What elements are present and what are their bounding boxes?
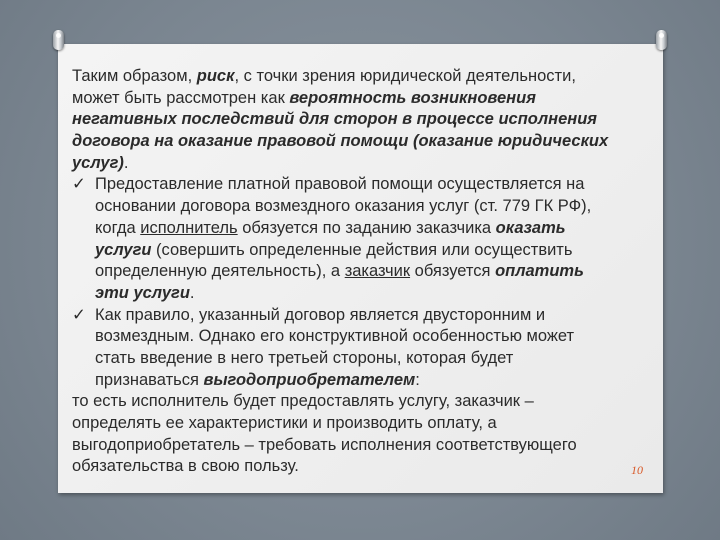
text-segment: :	[415, 370, 420, 389]
text-segment: определенную деятельность), а	[95, 262, 345, 281]
text-line	[72, 435, 662, 457]
text-line	[72, 218, 662, 240]
text-segment: определять ее характеристики и производить оплату, а	[72, 414, 497, 432]
text-segment: основании договора возмездного оказания услуг (ст. 779 ГК РФ),	[95, 197, 592, 216]
text-line	[72, 131, 662, 153]
emphasized-text: договора на оказание правовой помощи (оказание юридических	[72, 132, 609, 151]
underlined-text: исполнитель	[140, 218, 238, 237]
text-segment: Таким образом,	[72, 67, 197, 85]
pin-icon	[656, 30, 667, 50]
emphasized-text: услуг)	[72, 153, 124, 172]
text-line	[72, 456, 662, 478]
text-segment: возмездным. Однако его конструктивной особенностью может	[95, 327, 575, 346]
text-segment: может быть рассмотрен как	[72, 88, 290, 107]
text-line	[72, 196, 662, 218]
text-line	[72, 261, 662, 283]
text-line	[72, 326, 662, 348]
text-line	[72, 283, 662, 305]
checkmark-bullet-icon: ✓	[72, 175, 86, 194]
emphasized-text: оказать	[495, 218, 566, 237]
text-segment: то есть исполнитель будет предоставлять услугу, заказчик –	[72, 392, 534, 411]
emphasized-text: негативных последствий для сторон в процессе исполнения	[72, 110, 598, 129]
emphasized-text: эти услуги	[95, 283, 190, 302]
text-line	[72, 391, 662, 413]
text-line	[72, 66, 662, 88]
text-segment: Предоставление платной правовой помощи осуществляется на	[95, 175, 585, 194]
pin-icon	[53, 30, 64, 50]
emphasized-text: оплатить	[495, 262, 584, 281]
emphasized-text: риск	[196, 67, 235, 85]
page-number: 10	[631, 463, 643, 477]
text-segment: обязуется	[410, 262, 496, 281]
text-line	[72, 240, 662, 262]
checkmark-bullet-icon: ✓	[72, 305, 86, 324]
text-line	[72, 153, 662, 175]
text-segment: (совершить определенные действия или осуществить	[151, 240, 573, 259]
text-segment: .	[123, 153, 129, 172]
emphasized-text: вероятность возникновения	[289, 88, 536, 107]
text-segment: обязательства в свою пользу.	[72, 457, 299, 476]
text-line	[72, 88, 662, 110]
text-line	[72, 370, 662, 392]
text-line	[72, 413, 662, 435]
text-segment: признаваться	[95, 370, 204, 389]
underlined-text: заказчик	[344, 262, 411, 281]
text-line	[72, 305, 662, 327]
text-segment: .	[189, 283, 195, 302]
text-segment: Как правило, указанный договор является двусторонним и	[95, 305, 546, 324]
emphasized-text: выгодоприобретателем	[203, 370, 416, 389]
text-segment: когда	[95, 218, 141, 237]
text-line	[72, 174, 662, 196]
text-line	[72, 109, 662, 131]
text-segment: обязуется по заданию заказчика	[237, 218, 496, 237]
text-segment: стать введение в него третьей стороны, которая будет	[95, 348, 514, 367]
text-segment: , с точки зрения юридической деятельности,	[234, 67, 576, 85]
text-segment: выгодоприобретатель – требовать исполнения соответствующего	[72, 435, 577, 454]
slide-body-text	[72, 66, 662, 478]
emphasized-text: услуги	[95, 240, 152, 259]
text-line	[72, 348, 662, 370]
